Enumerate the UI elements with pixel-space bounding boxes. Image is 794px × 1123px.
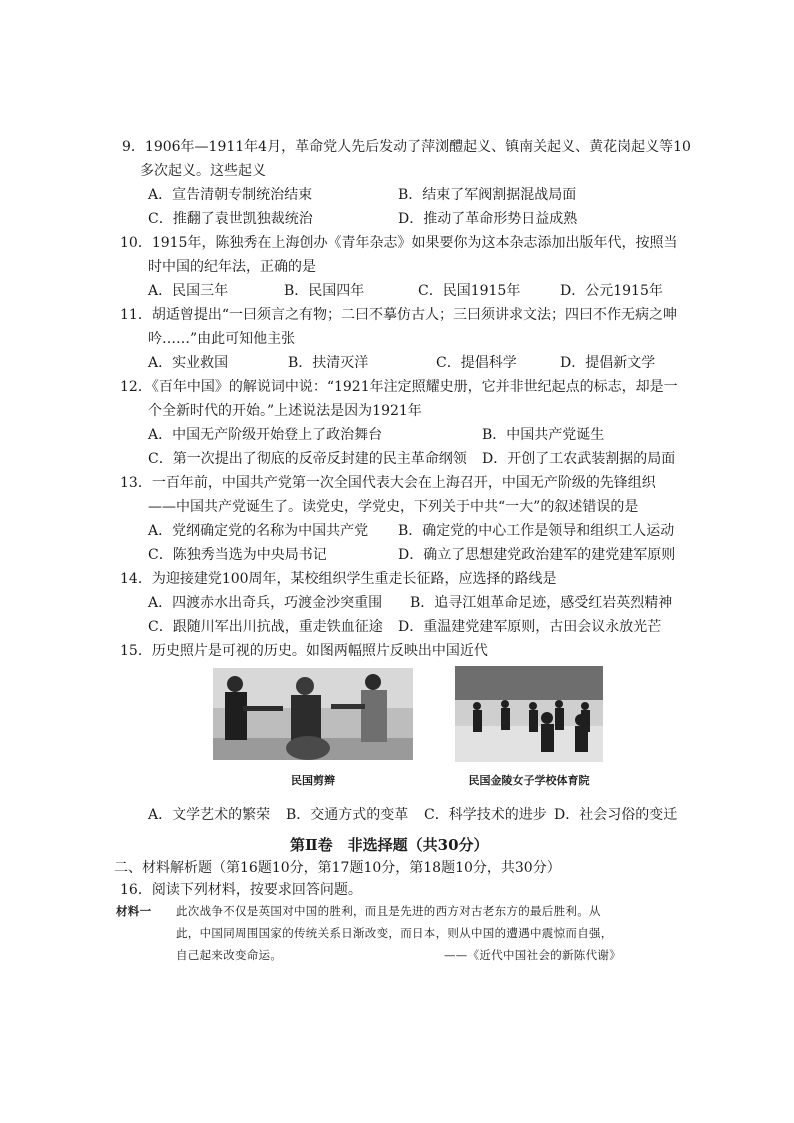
q12-option-d: D．开创了工农武装割据的局面: [482, 451, 676, 467]
q14-stem-line1: 14．为迎接建党100周年，某校组织学生重走长征路，应选择的路线是: [120, 571, 557, 587]
q9-stem-line2: 多次起义。这些起义: [140, 163, 266, 179]
q13-option-c: C．陈独秀当选为中央局书记: [148, 547, 327, 563]
pe-class-illustration: [455, 666, 603, 762]
q15-stem-line1: 15．历史照片是可视的历史。如图两幅照片反映出中国近代: [120, 643, 488, 659]
material-one-line1: 此次战争不仅是英国对中国的胜利，而且是先进的西方对古老东方的最后胜利。从: [176, 904, 601, 918]
q11-option-a: A．实业救国: [148, 355, 229, 371]
q9-option-c: C．推翻了袁世凯独裁统治: [148, 211, 313, 227]
q13-option-d: D．确立了思想建党政治建军的建党建军原则: [398, 547, 676, 563]
q12-option-a: A．中国无产阶级开始登上了政治舞台: [148, 427, 383, 443]
q9-option-b: B．结束了军阀割据混战局面: [398, 187, 577, 203]
q15-option-b: B．交通方式的变革: [286, 807, 409, 823]
q12-option-b: B．中国共产党诞生: [482, 427, 605, 443]
photo-caption-right: 民国金陵女子学校体育院: [468, 774, 590, 787]
q11-stem-line1: 11．胡适曾提出“一曰须言之有物；二曰不摹仿古人；三曰须讲求文法；四曰不作无病之呻: [120, 307, 677, 323]
q10-option-b: B．民国四年: [284, 283, 365, 299]
q15-option-c: C．科学技术的进步: [424, 807, 547, 823]
q12-stem-line1: 12．《百年中国》的解说词中说：“1921年注定照耀史册，它并非世纪起点的标志，却是一: [120, 379, 678, 395]
material-one-line2: 此，中国同周围国家的传统关系日渐改变，而日本，则从中国的遭遇中震惊而自强，: [176, 926, 613, 940]
q14-option-c: C．跟随川军出川抗战，重走铁血征途: [148, 619, 383, 635]
q9-stem-line1: 9．1906年—1911年4月，革命党人先后发动了萍浏醴起义、镇南关起义、黄花岗起义等10: [122, 139, 691, 155]
q14-option-d: D．重温建党建军原则，古田会议永放光芒: [398, 619, 662, 635]
q12-option-c: C．第一次提出了彻底的反帝反封建的民主革命纲领: [148, 451, 467, 467]
q10-option-c: C．民国1915年: [418, 283, 521, 299]
photo-caption-left: 民国剪辫: [291, 774, 335, 787]
section-two-heading: 二、材料解析题（第16题10分，第17题10分，第18题10分，共30分）: [114, 860, 561, 876]
q13-stem-line1: 13．一百年前，中国共产党第一次全国代表大会在上海召开，中国无产阶级的先锋组织: [120, 475, 656, 491]
q13-option-b: B．确定党的中心工作是领导和组织工人运动: [398, 523, 675, 539]
q15-option-a: A．文学艺术的繁荣: [148, 807, 271, 823]
q16-instruction: 16．阅读下列材料，按要求回答问题。: [120, 882, 362, 898]
q14-option-b: B．追寻江姐革命足迹，感受红岩英烈精神: [410, 595, 673, 611]
q9-option-a: A．宣告清朝专制统治结束: [148, 187, 313, 203]
q13-option-a: A．党纲确定党的名称为中国共产党: [148, 523, 369, 539]
q9-option-d: D．推动了革命形势日益成熟: [398, 211, 578, 227]
queue-cutting-illustration: [213, 668, 413, 760]
q11-option-b: B．扶清灭洋: [288, 355, 369, 371]
material-one-source: ——《近代中国社会的新陈代谢》: [444, 948, 621, 962]
q11-option-c: C．提倡科学: [436, 355, 517, 371]
q10-stem-line1: 10．1915年，陈独秀在上海创办《青年杂志》如果要你为这本杂志添加出版年代，按照当: [120, 235, 678, 251]
material-one-label: 材料一: [116, 904, 152, 918]
q10-option-d: D．公元1915年: [560, 283, 663, 299]
part-two-title: 第Ⅱ卷 非选择题（共30分）: [290, 836, 489, 854]
girls-school-pe-photo: [455, 666, 603, 762]
q13-stem-line2: ——中国共产党诞生了。读党史，学党史，下列关于中共“一大”的叙述错误的是: [148, 499, 639, 515]
q11-stem-line2: 吟……”由此可知他主张: [148, 331, 296, 347]
q10-stem-line2: 时中国的纪年法，正确的是: [148, 259, 316, 275]
q10-option-a: A．民国三年: [148, 283, 229, 299]
q14-option-a: A．四渡赤水出奇兵，巧渡金沙突重围: [148, 595, 383, 611]
material-one-line3: 自己起来改变命运。: [176, 948, 283, 962]
q12-stem-line2: 个全新时代的开始。”上述说法是因为1921年: [148, 403, 422, 419]
q15-option-d: D．社会习俗的变迁: [554, 807, 678, 823]
queue-cutting-photo: [213, 668, 413, 760]
q11-option-d: D．提倡新文学: [560, 355, 656, 371]
